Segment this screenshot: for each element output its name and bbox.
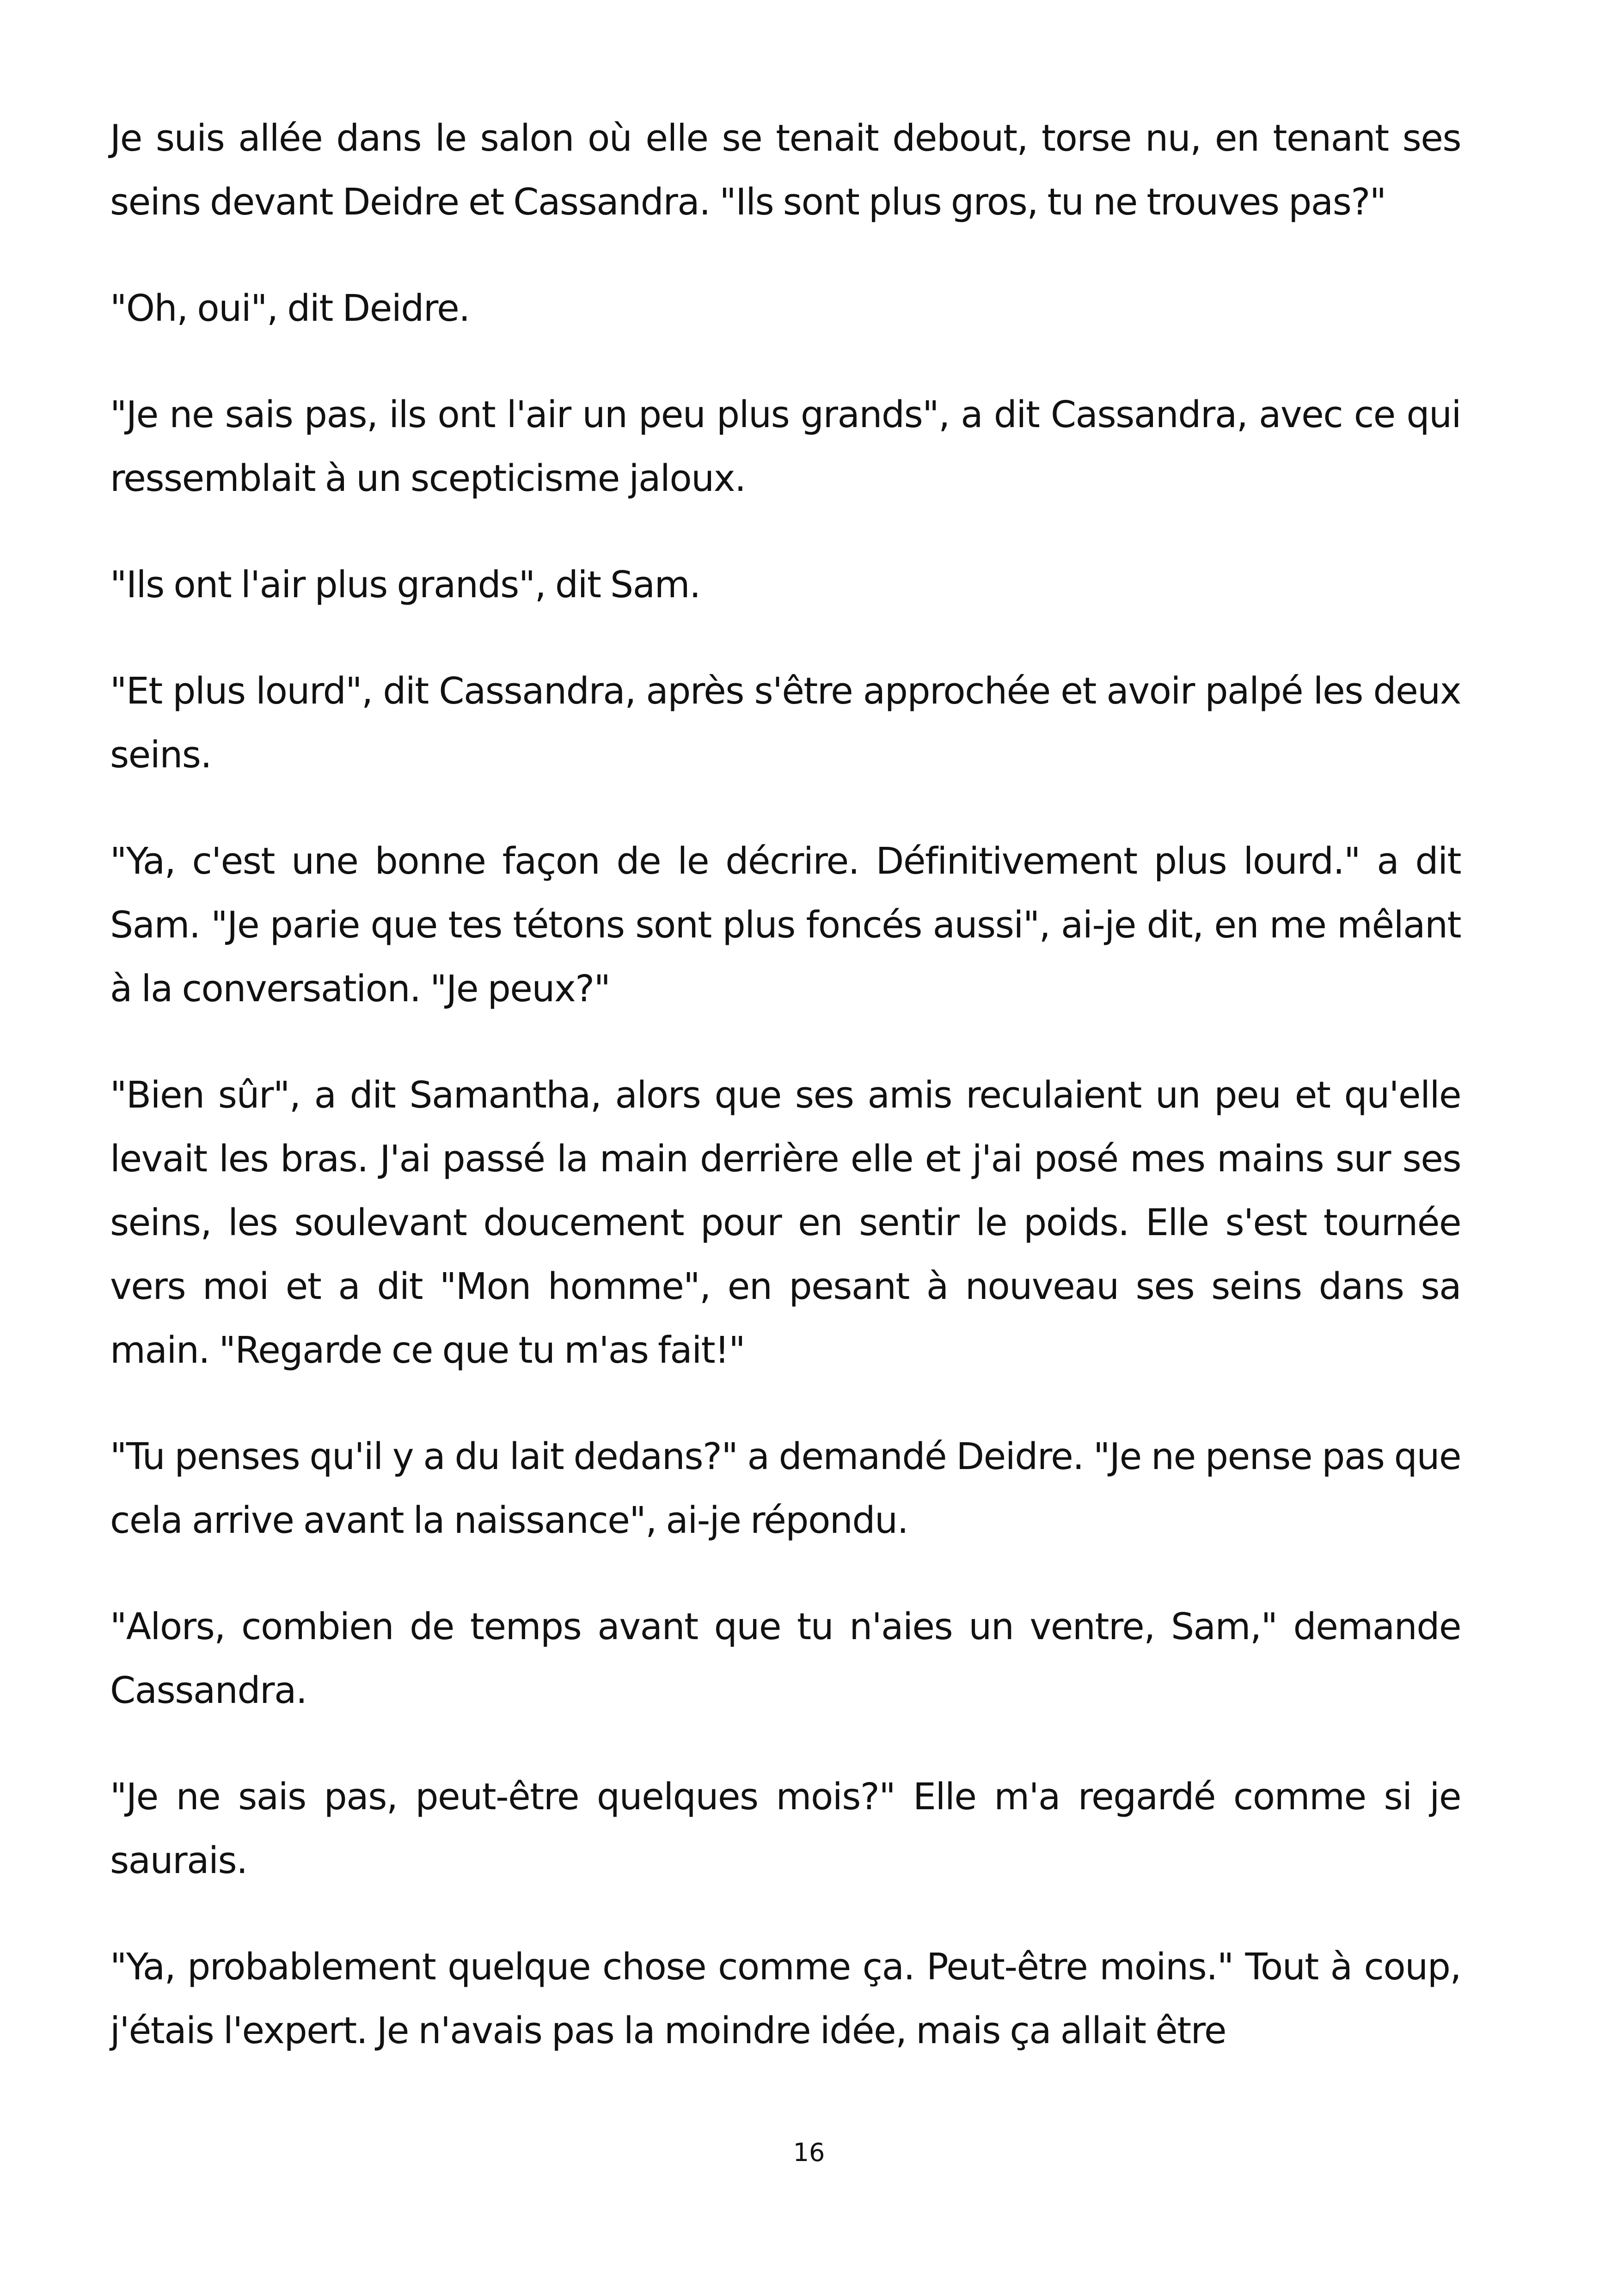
paragraph: "Je ne sais pas, peut-être quelques mois?" Elle m'a regardé comme si je saurais. [110, 1776, 1461, 1882]
paragraph: "Bien sûr", a dit Samantha, alors que ses amis reculaient un peu et qu'elle levait les bras. J'ai passé la main derrière elle et j'ai posé mes mains sur ses seins, les soulevant doucement pour en sentir le poids. Elle s'est tournée vers moi et a dit "Mon homme", en pesant à nouveau ses seins dans sa main. "Regarde ce que tu m'as fait!" [110, 1074, 1461, 1371]
paragraph: "Tu penses qu'il y a du lait dedans?" a demandé Deidre. "Je ne pense pas que cela arrive avant la naissance", ai-je répondu. [110, 1435, 1461, 1542]
paragraph: "Je ne sais pas, ils ont l'air un peu plus grands", a dit Cassandra, avec ce qui ressemblait à un scepticisme jaloux. [110, 393, 1461, 500]
paragraph: "Et plus lourd", dit Cassandra, après s'être approchée et avoir palpé les deux seins. [110, 670, 1461, 776]
paragraph: "Oh, oui", dit Deidre. [110, 287, 470, 330]
paragraph: "Ya, probablement quelque chose comme ça. Peut-être moins." Tout à coup, j'étais l'expert. Je n'avais pas la moindre idée, mais ça allait être [110, 1946, 1461, 2052]
page-number: 16 [793, 2138, 825, 2167]
body-text [110, 106, 1461, 2063]
paragraph: "Ils ont l'air plus grands", dit Sam. [110, 563, 700, 606]
paragraph: "Ya, c'est une bonne façon de le décrire. Définitivement plus lourd." a dit Sam. "Je parie que tes tétons sont plus foncés aussi", ai-je dit, en me mêlant à la conversation. "Je peux?" [110, 840, 1461, 1010]
paragraph: Je suis allée dans le salon où elle se tenait debout, torse nu, en tenant ses seins devant Deidre et Cassandra. "Ils sont plus gros, tu ne trouves pas?" [110, 117, 1461, 223]
paragraph: "Alors, combien de temps avant que tu n'aies un ventre, Sam," demande Cassandra. [110, 1605, 1461, 1712]
